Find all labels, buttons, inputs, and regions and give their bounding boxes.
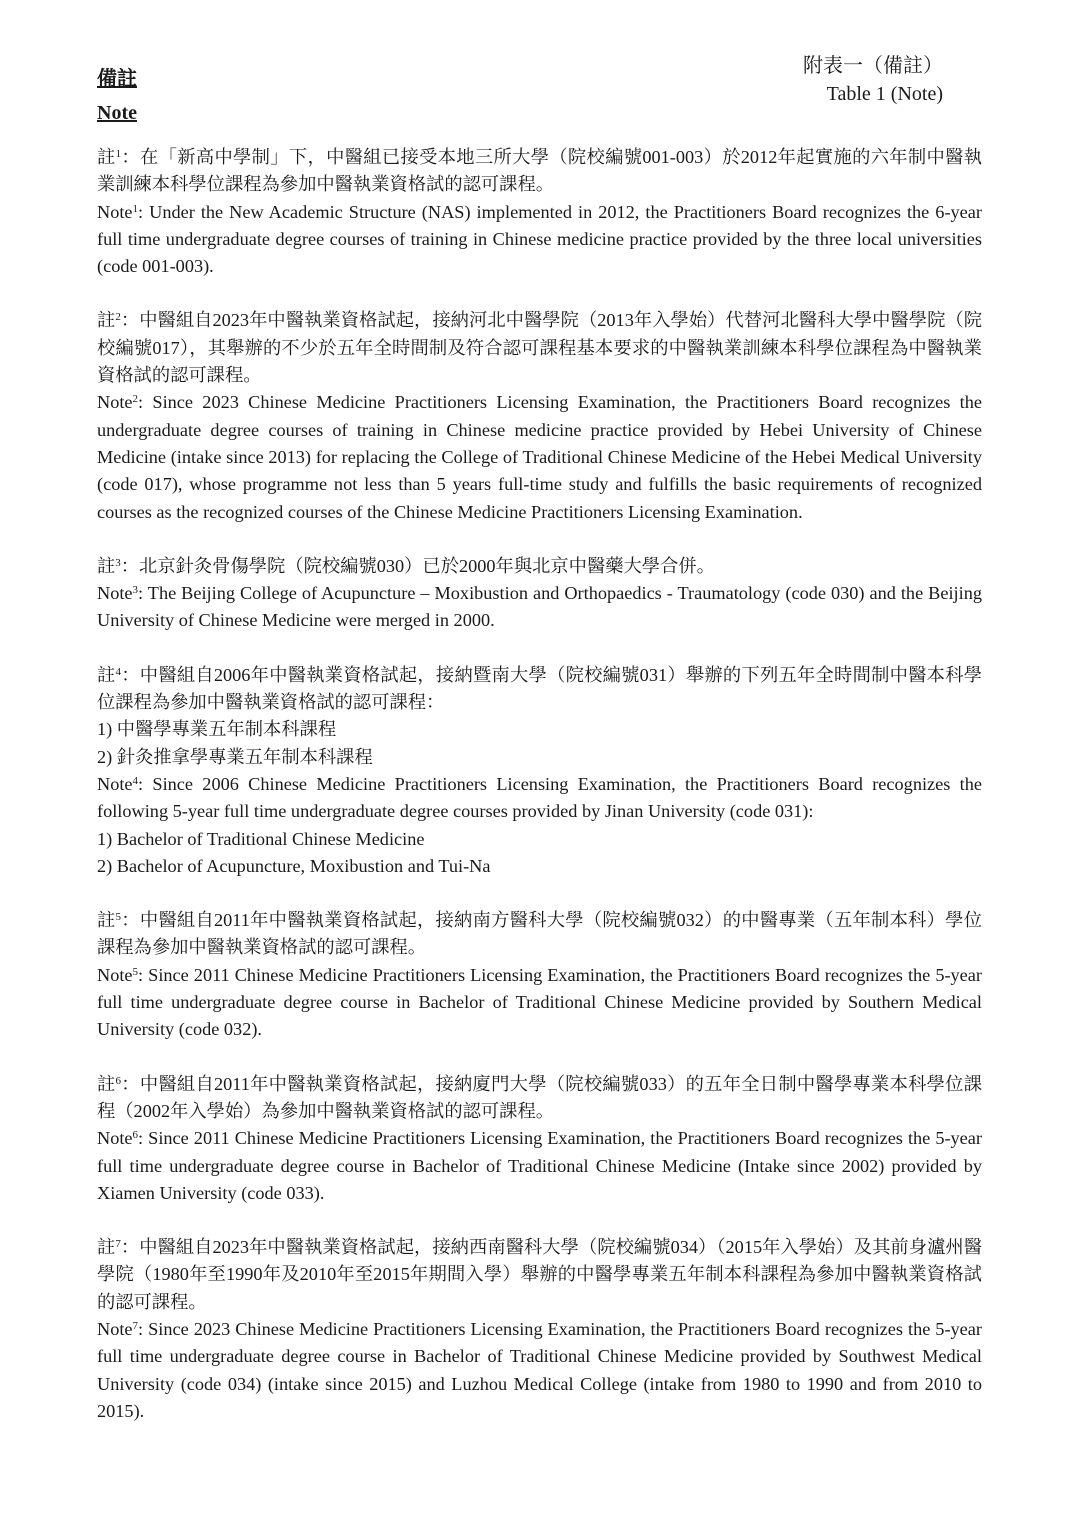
note-4-english-item-2: 2) Bachelor of Acupuncture, Moxibustion and Tui-Na <box>97 855 491 876</box>
note-3-chinese: 註$^3$：北京針灸骨傷學院（院校編號030）已於2000年與北京中醫藥大學合併。 <box>97 555 715 576</box>
note-5-chinese: 註$^5$：中醫組自2011年中醫執業資格試起，接納南方醫科大學（院校編號032）的中醫專業（五年制本科）學位課程為參加中醫執業資格試的認可課程。 <box>97 910 983 958</box>
table-reference <box>803 52 943 108</box>
note-6-english: Note$^6$: Since 2011 Chinese Medicine Practitioners Licensing Examination, the Practitioners Board recognizes the 5-year full time undergraduate degree course in Bachelor of Traditional Chinese Medicine (Intake since 2002) provided by Xiamen University (code 033). <box>97 1128 982 1203</box>
note-7-chinese: 註$^7$：中醫組自2023年中醫執業資格試起，接納西南醫科大學（院校編號034）（2015年入學始）及其前身瀘州醫學院（1980年至1990年及2010年至2015年期間入學）舉辦的中醫學專業五年制本科課程為參加中醫執業資格試的認可課程。 <box>97 1237 982 1312</box>
table-reference-english: Table 1 (Note) <box>826 83 943 105</box>
table-reference-chinese: 附表一（備註） <box>803 55 943 77</box>
note-7-english: Note$^7$: Since 2023 Chinese Medicine Practitioners Licensing Examination, the Practitioners Board recognizes the 5-year full time undergraduate degree course in Bachelor of Traditional Chinese Medicine provided by Southwest Medical University (code 034) (intake since 2015) and Luzhou Medical College (intake from 1980 to 1990 and from 2010 to 2015). <box>97 1318 982 1421</box>
notes-list <box>97 144 982 1452</box>
note-1-english: Note$^1$: Under the New Academic Structure (NAS) implemented in 2012, the Practitioners Board recognizes the 6-year full time undergraduate degree courses of training in Chinese medicine practice provided by the three local universities (code 001-003). <box>97 201 982 277</box>
note-5 <box>97 907 982 1043</box>
note-4-chinese: 註$^4$：中醫組自2006年中醫執業資格試起，接納暨南大學（院校編號031）舉辦的下列五年全時間制中醫本科學位課程為參加中醫執業資格試的認可課程： <box>97 664 983 713</box>
title-english: Note <box>97 102 137 124</box>
note-1 <box>97 144 982 280</box>
note-5-english: Note$^5$: Since 2011 Chinese Medicine Practitioners Licensing Examination, the Practitioners Board recognizes the 5-year full time undergraduate degree course in Bachelor of Traditional Chinese Medicine provided by Southern Medical University (code 032). <box>97 964 982 1040</box>
note-1-chinese: 註$^1$：在「新高中學制」下，中醫組已接受本地三所大學（院校編號001-003）於2012年起實施的六年制中醫執業訓練本科學位課程為參加中醫執業資格試的認可課程。 <box>97 147 982 195</box>
note-2-english: Note$^2$: Since 2023 Chinese Medicine Practitioners Licensing Examination, the Practitioners Board recognizes the undergraduate degree courses of training in Chinese medicine practice provided by Hebei University of Chinese Medicine (intake since 2013) for replacing the College of Traditional Chinese Medicine of the Hebei Medical University (code 017), whose programme not less than 5 years full-time study and fulfills the basic requirements of recognized courses as the recognized courses of the Chinese Medicine Practitioners Licensing Examination. <box>97 392 982 522</box>
note-4-chinese-item-2: 2) 針灸推拿學專業五年制本科課程 <box>97 746 373 767</box>
note-3 <box>97 553 982 635</box>
note-4 <box>97 662 982 880</box>
note-6-chinese: 註$^6$：中醫組自2011年中醫執業資格試起，接納廈門大學（院校編號033）的五年全日制中醫學專業本科學位課程（2002年入學始）為參加中醫執業資格試的認可課程。 <box>97 1073 983 1121</box>
note-4-english-item-1: 1) Bachelor of Traditional Chinese Medicine <box>97 828 425 849</box>
note-2 <box>97 307 982 525</box>
header-title-block <box>97 62 137 130</box>
note-6 <box>97 1071 982 1207</box>
title-chinese: 備註 <box>97 68 137 90</box>
note-2-chinese: 註$^2$：中醫組自2023年中醫執業資格試起，接納河北中醫學院（2013年入學始）代替河北醫科大學中醫學院（院校編號017），其舉辦的不少於五年全時間制及符合認可課程基本要求的中醫執業訓練本科學位課程為中醫執業資格試的認可課程。 <box>97 310 983 386</box>
note-4-english: Note$^4$: Since 2006 Chinese Medicine Practitioners Licensing Examination, the Practitioners Board recognizes the following 5-year full time undergraduate degree courses provided by Jinan University (code 031): <box>97 773 982 822</box>
note-7 <box>97 1234 982 1425</box>
note-4-chinese-item-1: 1) 中醫學專業五年制本科課程 <box>97 719 337 740</box>
note-3-english: Note$^3$: The Beijing College of Acupuncture – Moxibustion and Orthopaedics - Traumatology (code 030) and the Beijing University of Chinese Medicine were merged in 2000. <box>97 583 982 631</box>
